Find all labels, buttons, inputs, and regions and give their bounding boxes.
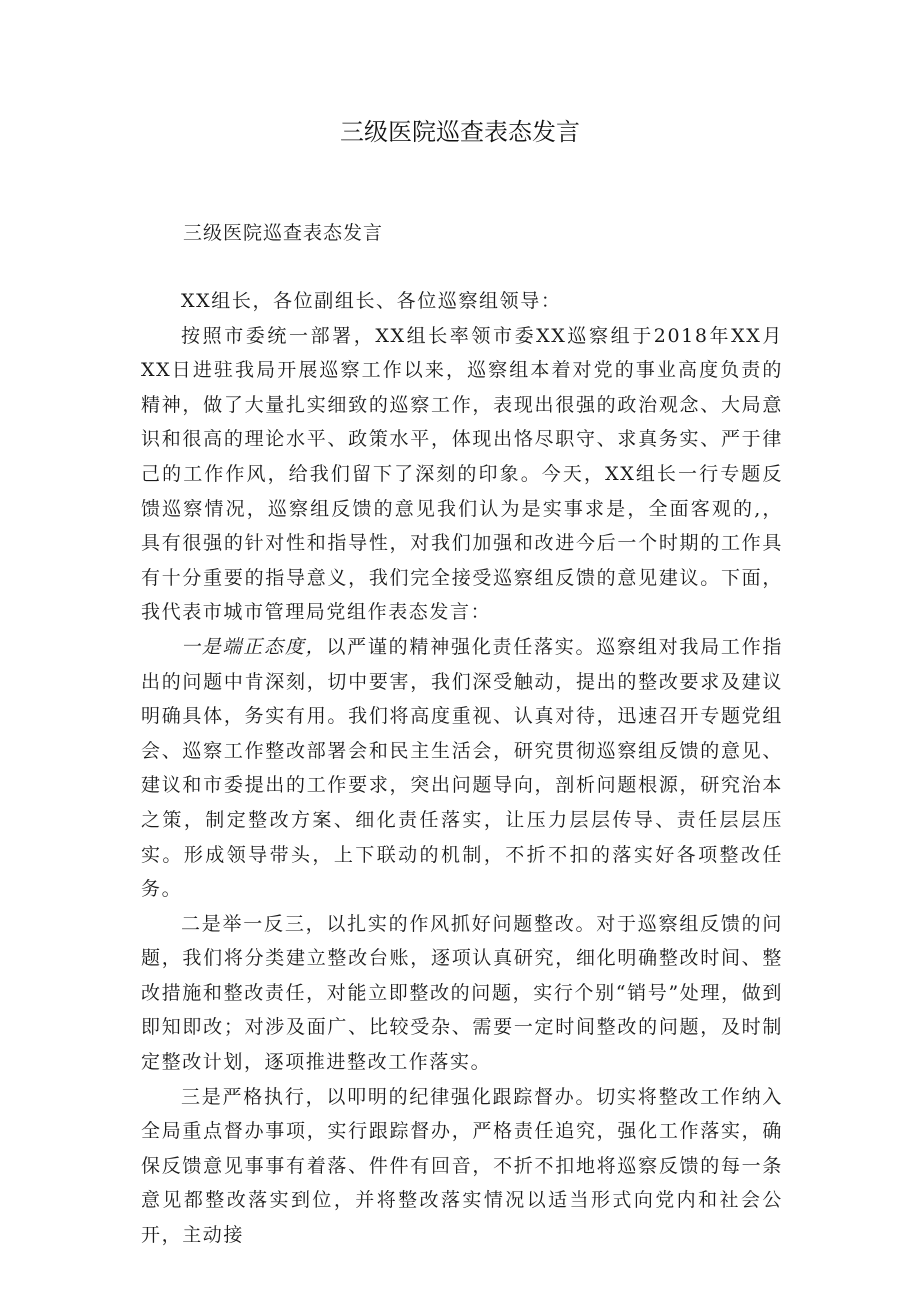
paragraph-point-three-text: 三是严格执行，以叩明的纪律强化跟踪督办。切实将整改工作纳入全局重点督办事项，实行跟踪督办，严格责任追究，强化工作落实，确保反馈意见事事有着落、件件有回音，不折不扣地将巡察反馈的每一条意见都整改落实到位，并将整改落实情况以适当形式向党内和社会公开，主动接: [141, 1085, 783, 1247]
paragraph-point-two-text: 二是举一反三，以扎实的作风抓好问题整改。对于巡察组反馈的问题，我们将分类建立整改台账，逐项认真研究，细化明确整改时间、整改措施和整改责任，对能立即整改的问题，实行个别“销号”处理，做到即知即改；对涉及面广、比较受杂、需要一定时间整改的问题，及时制定整改计划，逐项推进整改工作落实。: [141, 912, 783, 1074]
paragraph-point-three: [141, 1080, 783, 1253]
paragraph-intro-text: 按照市委统一部署，XX组长率领市委XX巡察组于2018年XX月XX日进驻我局开展巡察工作以来，巡察组本着对党的事业高度负责的精神，做了大量扎实细致的巡察工作，表现出很强的政治观念、大局意识和很高的理论水平、政策水平，体现出恪尽职守、求真务实、严于律己的工作作风，给我们留下了深刻的印象。今天，XX组长一行专题反馈巡察情况，巡察组反馈的意见我们认为是实事求是，全面客观的,，具有很强的针对性和指导性，对我们加强和改进今后一个时期的工作具有十分重要的指导意义，我们完全接受巡察组反馈的意见建议。下面，我代表市城市管理局党组作表态发言：: [141, 324, 783, 624]
document-title: 三级医院巡查表态发言: [340, 118, 580, 146]
paragraph-point-one-lead: 一是端正态度，: [181, 635, 327, 658]
paragraph-point-two: [141, 907, 783, 1080]
document-subtitle: 三级医院巡查表态发言: [183, 222, 384, 244]
paragraph-intro: [141, 319, 783, 630]
salutation: XX组长，各位副组长、各位巡察组领导：: [181, 290, 562, 312]
document-body: [141, 284, 783, 1253]
paragraph-point-one: [141, 630, 783, 907]
paragraph-point-one-text: 以严谨的精神强化责任落实。巡察组对我局工作指出的问题中肯深刻，切中要害，我们深受触动，提出的整改要求及建议明确具体，务实有用。我们将高度重视、认真对待，迅速召开专题党组会、巡察工作整改部署会和民主生活会，研究贯彻巡察组反馈的意见、建议和市委提出的工作要求，突出问题导向，剖析问题根源，研究治本之策，制定整改方案、细化责任落实，让压力层层传导、责任层层压实。形成领导带头，上下联动的机制，不折不扣的落实好各项整改任务。: [141, 635, 784, 901]
